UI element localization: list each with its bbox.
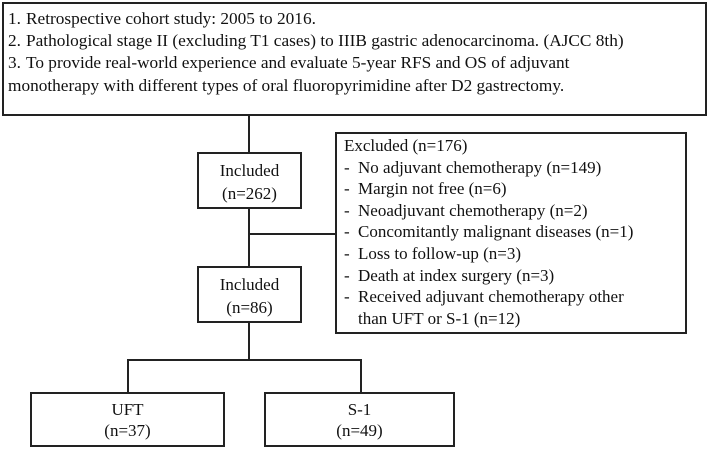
dash: - <box>344 287 350 307</box>
excluded-item <box>344 243 680 265</box>
included-box-86 <box>197 266 302 323</box>
criteria-number: 3. <box>8 53 21 73</box>
included-label: Included <box>219 161 280 180</box>
dash: - <box>344 222 350 242</box>
excluded-item-text: Loss to follow-up (n=3) <box>358 243 522 263</box>
dash: - <box>344 157 350 177</box>
excluded-item <box>344 157 680 179</box>
criteria-number: 1. <box>8 9 21 28</box>
connector-to-s1 <box>360 359 362 392</box>
arm-count: (n=49) <box>336 421 383 440</box>
included-box-262 <box>197 152 302 209</box>
excluded-item-text: Margin not free (n=6) <box>358 179 507 199</box>
included-label: Included <box>219 275 280 294</box>
criteria-item-1 <box>8 8 701 30</box>
criteria-text: To provide real-world experience and evaluate 5-year RFS and OS of adjuvant <box>26 53 570 73</box>
dash: - <box>344 243 350 263</box>
eligibility-criteria-box <box>2 2 707 116</box>
connector-criteria-to-included <box>248 116 250 152</box>
connector-split <box>127 359 362 361</box>
connector-included-down <box>248 323 250 360</box>
dash: - <box>344 265 350 285</box>
excluded-item <box>344 265 680 287</box>
excluded-item-text: Neoadjuvant chemotherapy (n=2) <box>358 200 588 220</box>
dash: - <box>344 200 350 220</box>
criteria-text: Pathological stage II (excluding T1 cases) to IIIB gastric adenocarcinoma. (AJCC 8th) <box>26 31 624 51</box>
connector-included-to-included <box>248 209 250 266</box>
dash: - <box>344 179 350 199</box>
included-count: (n=86) <box>226 298 273 317</box>
excluded-item-text: Concomitantly malignant diseases (n=1) <box>358 222 634 242</box>
excluded-item <box>344 286 680 329</box>
excluded-box <box>335 132 687 334</box>
connector-to-ufft <box>127 359 129 392</box>
arm-label: S-1 <box>347 400 372 419</box>
arm-box-ufft <box>30 392 225 447</box>
excluded-item-text: Received adjuvant chemotherapy other <box>358 287 624 307</box>
arm-count: (n=37) <box>104 421 151 440</box>
connector-to-excluded <box>249 233 335 235</box>
excluded-item <box>344 200 680 222</box>
included-count: (n=262) <box>222 184 277 203</box>
criteria-text-continued: monotherapy with different types of oral fluoropyrimidine after D2 gastrectomy. <box>8 75 565 95</box>
criteria-item-2 <box>8 30 701 52</box>
excluded-item-text: Death at index surgery (n=3) <box>358 265 555 285</box>
excluded-item <box>344 178 680 200</box>
excluded-item-text-continued: than UFT or S-1 (n=12) <box>358 308 521 328</box>
criteria-number: 2. <box>8 31 21 51</box>
arm-label: UFT <box>111 400 144 419</box>
excluded-title: Excluded (n=176) <box>344 136 468 155</box>
excluded-item <box>344 221 680 243</box>
arm-box-s1 <box>264 392 455 447</box>
criteria-text: Retrospective cohort study: 2005 to 2016. <box>26 9 316 28</box>
excluded-item-text: No adjuvant chemotherapy (n=149) <box>358 157 602 177</box>
criteria-item-3 <box>8 52 701 96</box>
